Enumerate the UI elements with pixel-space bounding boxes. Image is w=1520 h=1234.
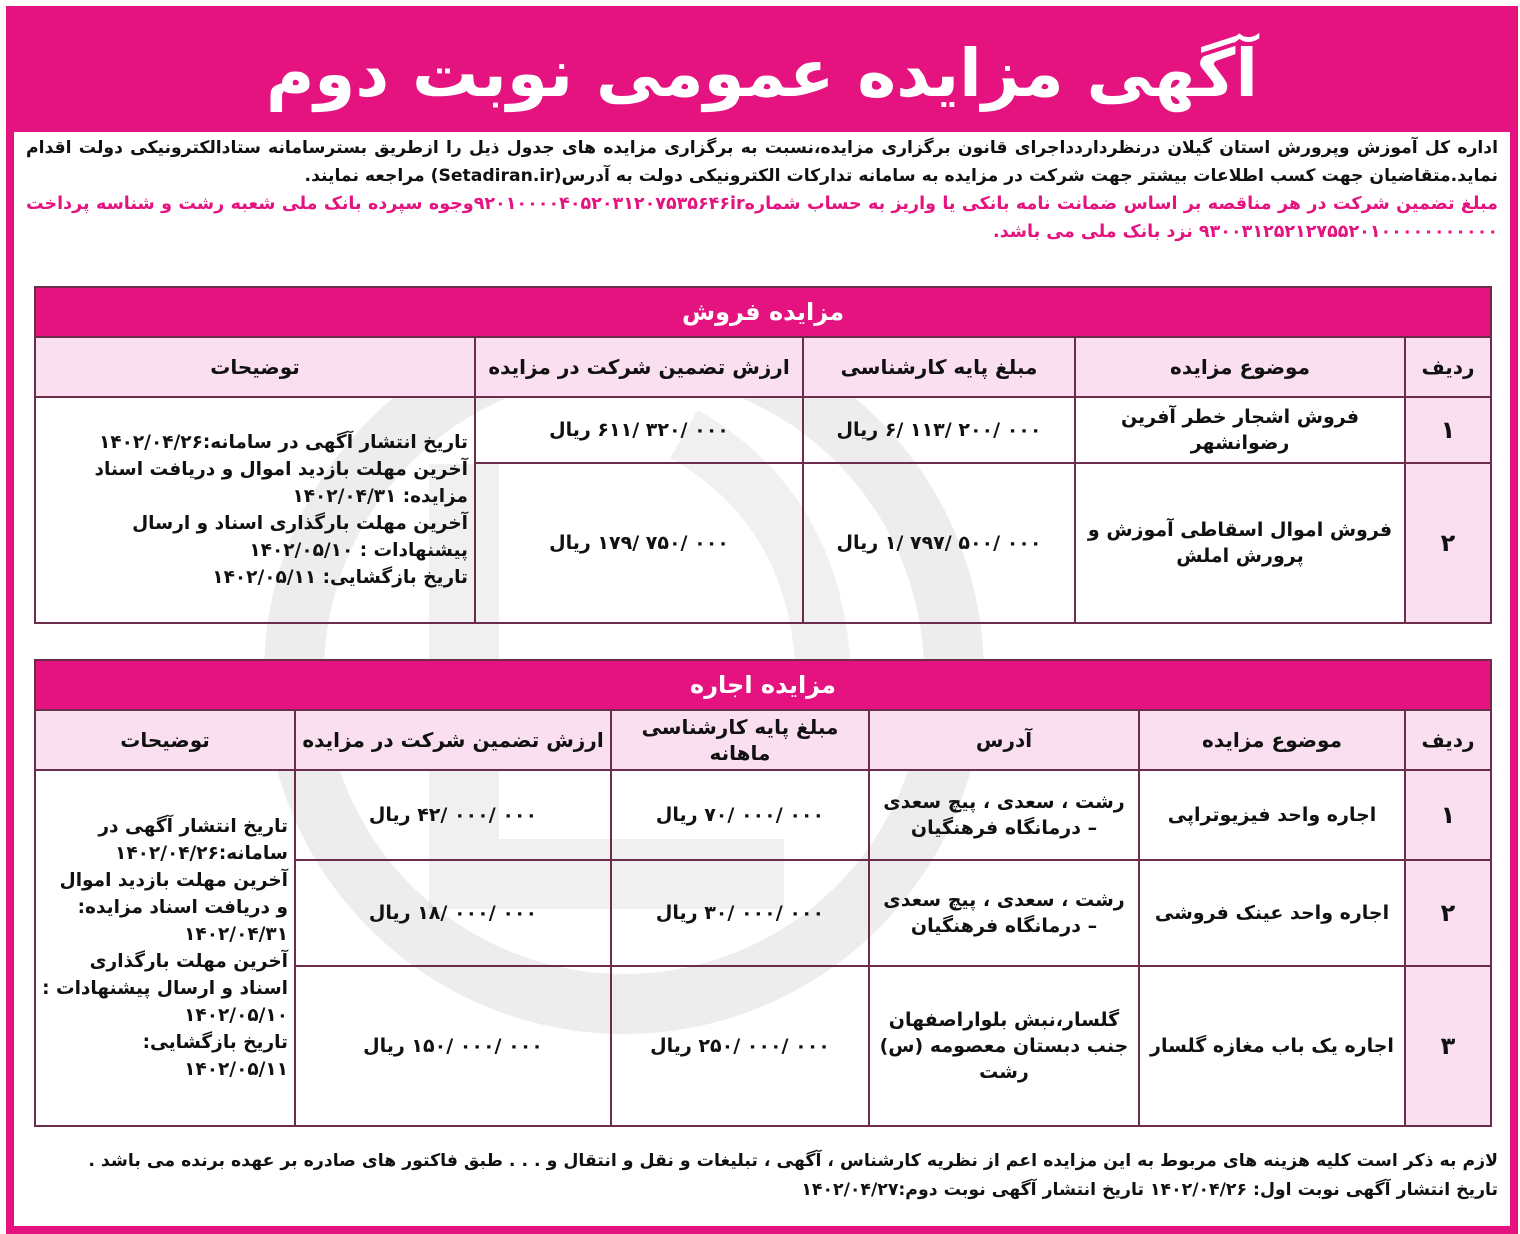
col-header-index: ردیف bbox=[1405, 710, 1491, 770]
row-subject: فروش اشجار خطر آفرین رضوانشهر bbox=[1075, 397, 1405, 463]
footer-publish-dates: تاریخ انتشار آگهی نوبت اول: ۱۴۰۲/۰۴/۲۶ تاریخ انتشار آگهی نوبت دوم:۱۴۰۲/۰۴/۲۷ bbox=[801, 1180, 1498, 1200]
note-upload-deadline: آخرین مهلت بارگذاری اسناد و ارسال پیشنهادات : ۱۴۰۲/۰۵/۱۰ bbox=[132, 513, 468, 561]
footer-text bbox=[26, 1147, 1498, 1205]
col-header-subject: موضوع مزایده bbox=[1075, 337, 1405, 397]
rent-column-headers bbox=[35, 710, 1491, 770]
intro-paragraph: اداره کل آموزش وپرورش استان گیلان درنظرداردداجرای قانون برگزاری مزایده،نسبت به برگزاری مزایده های جدول ذیل را ازطریق بسترسامانه ستادالکترونیکی دولت اقدام نماید.متقاضیان جهت کسب اطلاعات بیشتر جهت شرکت در مزایده به سامانه تدارکات الکترونیکی دولت به آدرس(Setadiran.ir) مراجعه نمایند. bbox=[26, 138, 1498, 186]
note-upload-deadline: آخرین مهلت بارگذاری اسناد و ارسال پیشنهادات : ۱۴۰۲/۰۵/۱۰ bbox=[42, 951, 288, 1026]
row-base-price: ۰۰۰ /۵۰۰ /۷۹۷ /۱ ریال bbox=[803, 463, 1075, 623]
row-address: گلسار،نبش بلواراصفهان جنب دبستان معصومه (س) رشت bbox=[869, 966, 1139, 1126]
row-base-price: ۰۰۰ /۰۰۰ /۳۰ ریال bbox=[611, 860, 869, 966]
col-header-notes: توضیحات bbox=[35, 710, 295, 770]
note-publish-date: تاریخ انتشار آگهی در سامانه:۱۴۰۲/۰۴/۲۶ bbox=[98, 816, 288, 864]
rent-section-title: مزایده اجاره bbox=[35, 660, 1491, 710]
col-header-index: ردیف bbox=[1405, 337, 1491, 397]
row-index: ۱ bbox=[1405, 397, 1491, 463]
row-subject: اجاره واحد فیزیوتراپی bbox=[1139, 770, 1405, 860]
note-opening-date: تاریخ بازگشایی: ۱۴۰۲/۰۵/۱۱ bbox=[212, 567, 468, 588]
col-header-notes: توضیحات bbox=[35, 337, 475, 397]
rent-section-header bbox=[35, 660, 1491, 710]
row-guarantee: ۰۰۰ /۰۰۰ /۱۵۰ ریال bbox=[295, 966, 611, 1126]
rent-notes-cell bbox=[35, 770, 295, 1126]
sale-section-title: مزایده فروش bbox=[35, 287, 1491, 337]
col-header-base-price: مبلغ پایه کارشناسی bbox=[803, 337, 1075, 397]
title-banner bbox=[14, 14, 1510, 132]
row-subject: اجاره یک باب مغازه گلسار bbox=[1139, 966, 1405, 1126]
row-index: ۲ bbox=[1405, 463, 1491, 623]
guarantee-notice: مبلغ تضمین شرکت در هر مناقصه بر اساس ضمانت نامه بانکی یا واریز به حساب شماره۹۲۰۱۰۰۰۰۴۰۵۲۰۳۱۲۰۷۵۳۵۶۴۶irوجوه سپرده بانک ملی شعبه رشت و شناسه پرداخت ۹۳۰۰۳۱۲۵۲۱۲۷۵۵۲۰۱۰۰۰۰۰۰۰۰۰۰۰ نزد بانک ملی می باشد. bbox=[26, 194, 1498, 242]
row-index: ۱ bbox=[1405, 770, 1491, 860]
row-base-price: ۰۰۰ /۰۰۰ /۲۵۰ ریال bbox=[611, 966, 869, 1126]
col-header-address: آدرس bbox=[869, 710, 1139, 770]
row-subject: فروش اموال اسقاطی آموزش و پرورش املش bbox=[1075, 463, 1405, 623]
note-opening-date: تاریخ بازگشایی: ۱۴۰۲/۰۵/۱۱ bbox=[142, 1032, 288, 1080]
col-header-monthly-base: مبلغ پایه کارشناسی ماهانه bbox=[611, 710, 869, 770]
row-subject: اجاره واحد عینک فروشی bbox=[1139, 860, 1405, 966]
col-header-subject: موضوع مزایده bbox=[1139, 710, 1405, 770]
sale-column-headers bbox=[35, 337, 1491, 397]
row-index: ۲ bbox=[1405, 860, 1491, 966]
row-address: رشت ، سعدی ، پیچ سعدی – درمانگاه فرهنگیان bbox=[869, 770, 1139, 860]
row-guarantee: ۰۰۰ /۰۰۰ /۴۲ ریال bbox=[295, 770, 611, 860]
row-index: ۳ bbox=[1405, 966, 1491, 1126]
sale-table bbox=[34, 286, 1492, 624]
page-title: آگهی مزایده عمومی نوبت دوم bbox=[265, 34, 1259, 112]
note-visit-deadline: آخرین مهلت بازدید اموال و دریافت اسناد مزایده: ۱۴۰۲/۰۴/۳۱ bbox=[59, 870, 288, 945]
row-address: رشت ، سعدی ، پیچ سعدی – درمانگاه فرهنگیان bbox=[869, 860, 1139, 966]
intro-text bbox=[26, 134, 1498, 246]
row-guarantee: ۰۰۰ /۳۲۰ /۶۱۱ ریال bbox=[475, 397, 803, 463]
table-row bbox=[35, 770, 1491, 860]
note-visit-deadline: آخرین مهلت بازدید اموال و دریافت اسناد مزایده: ۱۴۰۲/۰۴/۳۱ bbox=[94, 459, 468, 507]
sale-notes-cell bbox=[35, 397, 475, 623]
ad-frame bbox=[6, 6, 1518, 1234]
footer-cost-notice: لازم به ذکر است کلیه هزینه های مربوط به این مزایده اعم از نظریه کارشناس ، آگهی ، تبلیغات و نقل و انتقال و . . . طبق فاکتور های صادره بر عهده برنده می باشد . bbox=[88, 1151, 1498, 1171]
note-publish-date: تاریخ انتشار آگهی در سامانه:۱۴۰۲/۰۴/۲۶ bbox=[99, 432, 468, 453]
col-header-guarantee: ارزش تضمین شرکت در مزایده bbox=[295, 710, 611, 770]
rent-table bbox=[34, 659, 1492, 1127]
sale-section-header bbox=[35, 287, 1491, 337]
row-base-price: ۰۰۰ /۰۰۰ /۷۰ ریال bbox=[611, 770, 869, 860]
col-header-guarantee: ارزش تضمین شرکت در مزایده bbox=[475, 337, 803, 397]
row-guarantee: ۰۰۰ /۷۵۰ /۱۷۹ ریال bbox=[475, 463, 803, 623]
row-base-price: ۰۰۰ /۲۰۰ /۱۱۳ /۶ ریال bbox=[803, 397, 1075, 463]
row-guarantee: ۰۰۰ /۰۰۰ /۱۸ ریال bbox=[295, 860, 611, 966]
table-row bbox=[35, 397, 1491, 463]
